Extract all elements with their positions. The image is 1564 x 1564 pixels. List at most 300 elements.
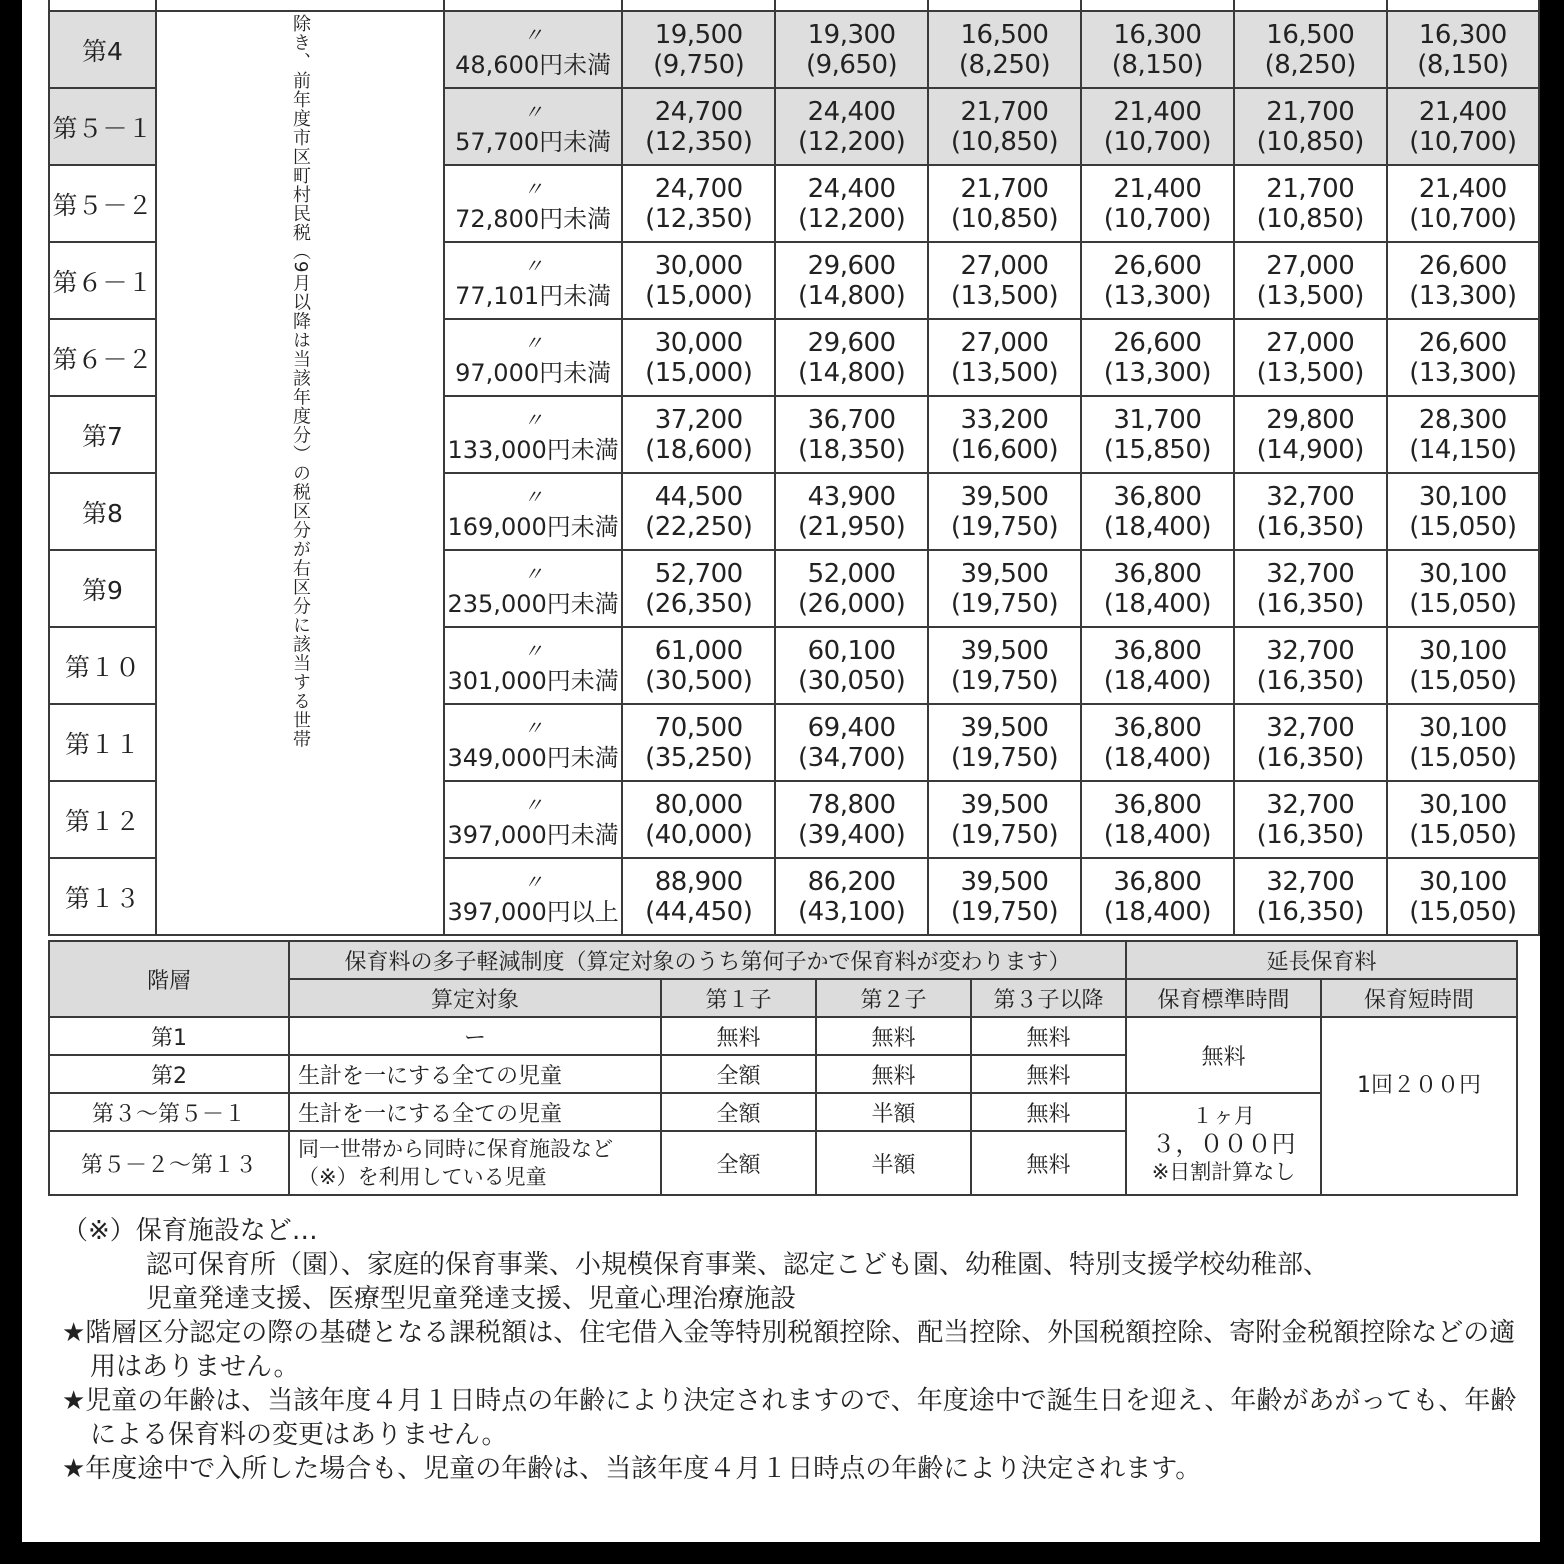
fee-amount: 27,000 xyxy=(960,250,1049,281)
fee-half-amount: (13,500) xyxy=(1256,280,1364,311)
threshold-cell xyxy=(444,319,622,396)
fee-amount: 16,500 xyxy=(960,19,1049,50)
fee-half-amount: (18,400) xyxy=(1103,511,1212,542)
fee-cell xyxy=(1234,627,1387,704)
fee-half-amount: (13,300) xyxy=(1103,280,1212,311)
document-page xyxy=(22,0,1540,1542)
threshold-text: 397,000円以上 xyxy=(447,897,619,926)
fee-amount: 69,400 xyxy=(807,712,896,743)
fee-amount: 26,600 xyxy=(1113,327,1202,358)
threshold-cell xyxy=(444,165,622,242)
fee-cell xyxy=(928,396,1081,473)
row-level: 第３～第５－１ xyxy=(49,1093,289,1131)
fee-amount: 39,500 xyxy=(960,481,1049,512)
fee-amount: 27,000 xyxy=(960,327,1049,358)
subheader-short-hours: 保育短時間 xyxy=(1321,979,1517,1017)
fee-half-amount: (13,500) xyxy=(950,357,1059,388)
fee-half-amount: (15,050) xyxy=(1409,819,1517,850)
row-target: 同一世帯から同時に保育施設など（※）を利用している児童 xyxy=(289,1131,661,1195)
fee-amount: 44,500 xyxy=(654,481,743,512)
subheader-second-child: 第２子 xyxy=(816,979,971,1017)
fee-amount: 27,000 xyxy=(1266,250,1355,281)
fee-amount: 21,700 xyxy=(960,96,1049,127)
fee-amount: 30,100 xyxy=(1418,635,1507,666)
fee-cell xyxy=(1387,11,1539,88)
fee-amount: 30,000 xyxy=(654,327,743,358)
fee-amount: 43,900 xyxy=(807,481,896,512)
fee-cell xyxy=(1234,781,1387,858)
fee-cell xyxy=(928,473,1081,550)
level-cell: 第６－２ xyxy=(49,319,156,396)
table-row-cutoff xyxy=(49,0,1539,11)
level-cell: 第５－１ xyxy=(49,88,156,165)
threshold-cell xyxy=(444,704,622,781)
fee-cell xyxy=(1234,704,1387,781)
threshold-text: 235,000円未満 xyxy=(447,589,619,618)
fee-amount: 30,000 xyxy=(654,250,743,281)
fee-cell xyxy=(1234,242,1387,319)
level-cell: 第１１ xyxy=(49,704,156,781)
row-target: 生計を一にする全ての児童 xyxy=(289,1093,661,1131)
fee-amount: 61,000 xyxy=(654,635,743,666)
subheader-first-child: 第１子 xyxy=(661,979,816,1017)
fee-half-amount: (16,350) xyxy=(1256,511,1364,542)
fee-amount: 30,100 xyxy=(1418,481,1507,512)
row-level: 第５－２～第１３ xyxy=(49,1131,289,1195)
cutoff-cell xyxy=(1234,0,1387,11)
table-row xyxy=(49,1017,1517,1055)
fee-cell xyxy=(1387,858,1539,935)
fee-cell xyxy=(1234,396,1387,473)
cutoff-cell xyxy=(1387,0,1539,11)
subheader-target: 算定対象 xyxy=(289,979,661,1017)
ditto-mark: 〃 xyxy=(523,638,544,663)
fee-half-amount: (16,350) xyxy=(1256,588,1364,619)
fee-cell xyxy=(775,781,928,858)
fee-amount: 36,800 xyxy=(1113,635,1202,666)
fee-amount: 31,700 xyxy=(1113,404,1202,435)
fee-cell xyxy=(775,704,928,781)
fee-cell xyxy=(1081,858,1234,935)
short-fee xyxy=(1321,1017,1517,1195)
cutoff-cell xyxy=(622,0,775,11)
fee-half-amount: (19,750) xyxy=(950,819,1059,850)
fee-cell xyxy=(622,627,775,704)
fee-half-amount: (18,350) xyxy=(797,434,906,465)
fee-cell xyxy=(1387,627,1539,704)
threshold-cell xyxy=(444,627,622,704)
fee-cell xyxy=(928,550,1081,627)
fee-amount: 39,500 xyxy=(960,866,1049,897)
fee-half-amount: (13,300) xyxy=(1409,357,1517,388)
fee-cell xyxy=(928,781,1081,858)
fee-table-body xyxy=(49,0,1539,935)
fee-half-amount: (14,900) xyxy=(1256,434,1364,465)
fee-half-amount: (14,150) xyxy=(1409,434,1517,465)
fee-amount: 24,700 xyxy=(654,96,743,127)
fee-cell xyxy=(1387,396,1539,473)
fee-half-amount: (26,350) xyxy=(645,588,753,619)
fee-cell xyxy=(1081,473,1234,550)
fee-half-amount: (15,850) xyxy=(1103,434,1212,465)
fee-cell xyxy=(1234,319,1387,396)
ditto-mark: 〃 xyxy=(523,792,544,817)
level-cell: 第１２ xyxy=(49,781,156,858)
fee-half-amount: (10,700) xyxy=(1409,203,1517,234)
fee-half-amount: (8,150) xyxy=(1111,49,1203,80)
row-first: 全額 xyxy=(661,1055,816,1093)
row-second: 無料 xyxy=(816,1055,971,1093)
fee-half-amount: (8,150) xyxy=(1417,49,1509,80)
fee-cell xyxy=(1387,473,1539,550)
fee-half-amount: (34,700) xyxy=(797,742,906,773)
row-target: ー xyxy=(289,1017,661,1055)
fee-half-amount: (19,750) xyxy=(950,511,1059,542)
fee-cell xyxy=(775,165,928,242)
fee-amount: 21,400 xyxy=(1418,173,1507,204)
fee-half-amount: (10,700) xyxy=(1103,126,1212,157)
threshold-cell xyxy=(444,781,622,858)
ditto-mark: 〃 xyxy=(523,407,544,432)
ditto-mark: 〃 xyxy=(523,99,544,124)
cutoff-cell xyxy=(1081,0,1234,11)
fee-cell xyxy=(928,88,1081,165)
fee-cell xyxy=(1081,704,1234,781)
fee-cell xyxy=(928,11,1081,88)
standard-paid xyxy=(1126,1093,1321,1195)
fee-cell xyxy=(928,319,1081,396)
fee-amount: 29,600 xyxy=(807,250,896,281)
fee-half-amount: (18,400) xyxy=(1103,742,1212,773)
level-cell: 第６－１ xyxy=(49,242,156,319)
fee-amount: 32,700 xyxy=(1266,866,1355,897)
fee-cell xyxy=(775,88,928,165)
cutoff-cell xyxy=(49,0,156,11)
fee-amount: 36,700 xyxy=(807,404,896,435)
notes xyxy=(62,1214,1522,1486)
fee-half-amount: (12,350) xyxy=(645,126,753,157)
fee-amount: 16,300 xyxy=(1113,19,1202,50)
facility-line: 認可保育所（園）、家庭的保育事業、小規模保育事業、認定こども園、幼稚園、特別支援学校幼稚部、 xyxy=(146,1250,1330,1280)
fee-amount: 32,700 xyxy=(1266,558,1355,589)
row-first: 無料 xyxy=(661,1017,816,1055)
fee-half-amount: (30,050) xyxy=(797,665,906,696)
fee-cell xyxy=(1081,550,1234,627)
fee-half-amount: (12,200) xyxy=(797,126,906,157)
note-star: ★年度途中で入所した場合も、児童の年齢は、当該年度４月１日時点の年齢により決定されます。 xyxy=(62,1454,1202,1484)
fee-half-amount: (19,750) xyxy=(950,588,1059,619)
fee-amount: 78,800 xyxy=(807,789,896,820)
header-multi-child: 保育料の多子軽減制度（算定対象のうち第何子かで保育料が変わります） xyxy=(289,941,1126,979)
cutoff-cell xyxy=(156,0,444,11)
fee-amount: 39,500 xyxy=(960,635,1049,666)
fee-half-amount: (16,350) xyxy=(1256,742,1364,773)
fee-cell xyxy=(1234,858,1387,935)
fee-half-amount: (12,200) xyxy=(797,203,906,234)
ditto-mark: 〃 xyxy=(523,484,544,509)
fee-amount: 30,100 xyxy=(1418,558,1507,589)
fee-half-amount: (8,250) xyxy=(1264,49,1356,80)
fee-half-amount: (16,350) xyxy=(1256,896,1364,927)
threshold-text: 169,000円未満 xyxy=(447,512,619,541)
fee-amount: 60,100 xyxy=(807,635,896,666)
fee-amount: 16,500 xyxy=(1266,19,1355,50)
fee-half-amount: (18,400) xyxy=(1103,588,1212,619)
ditto-mark: 〃 xyxy=(523,253,544,278)
fee-cell xyxy=(928,858,1081,935)
fee-amount: 21,700 xyxy=(960,173,1049,204)
fee-amount: 24,400 xyxy=(807,173,896,204)
level-cell: 第１３ xyxy=(49,858,156,935)
fee-cell xyxy=(1387,550,1539,627)
fee-amount: 37,200 xyxy=(654,404,743,435)
fee-half-amount: (10,850) xyxy=(950,203,1059,234)
row-target: 生計を一にする全ての児童 xyxy=(289,1055,661,1093)
fee-amount: 21,400 xyxy=(1113,96,1202,127)
fee-half-amount: (13,500) xyxy=(950,280,1059,311)
level-cell: 第8 xyxy=(49,473,156,550)
row-second: 半額 xyxy=(816,1131,971,1195)
fee-amount: 16,300 xyxy=(1418,19,1507,50)
fee-cell xyxy=(1387,242,1539,319)
fee-half-amount: (22,250) xyxy=(645,511,753,542)
note-star: ★階層区分認定の際の基礎となる課税額は、住宅借入金等特別税額控除、配当控除、外国税額控除、寄附金税額控除などの適用はありません。 xyxy=(62,1318,1516,1382)
fee-amount: 28,300 xyxy=(1418,404,1507,435)
fee-half-amount: (13,500) xyxy=(1256,357,1364,388)
row-level: 第2 xyxy=(49,1055,289,1093)
fee-amount: 88,900 xyxy=(654,866,743,897)
fee-half-amount: (12,350) xyxy=(645,203,753,234)
fee-half-amount: (15,050) xyxy=(1409,896,1517,927)
row-third: 無料 xyxy=(971,1093,1126,1131)
threshold-text: 77,101円未満 xyxy=(455,281,612,310)
fee-cell xyxy=(622,11,775,88)
fee-amount: 52,000 xyxy=(807,558,896,589)
fee-half-amount: (15,050) xyxy=(1409,665,1517,696)
fee-cell xyxy=(775,242,928,319)
fee-half-amount: (19,750) xyxy=(950,742,1059,773)
note-star: ★児童の年齢は、当該年度４月１日時点の年齢により決定されますので、年度途中で誕生日を迎え、年齢があがっても、年齢による保育料の変更はありません。 xyxy=(62,1386,1517,1450)
fee-amount: 19,300 xyxy=(807,19,896,50)
fee-half-amount: (16,600) xyxy=(950,434,1059,465)
fee-amount: 33,200 xyxy=(960,404,1049,435)
ditto-mark: 〃 xyxy=(523,715,544,740)
fee-cell xyxy=(775,319,928,396)
fee-cell xyxy=(1081,781,1234,858)
fee-amount: 52,700 xyxy=(654,558,743,589)
fee-cell xyxy=(622,781,775,858)
fee-half-amount: (16,350) xyxy=(1256,665,1364,696)
subheader-third-child: 第３子以降 xyxy=(971,979,1126,1017)
fee-half-amount: (8,250) xyxy=(958,49,1051,80)
fee-half-amount: (13,300) xyxy=(1103,357,1212,388)
fee-cell xyxy=(622,88,775,165)
fee-amount: 36,800 xyxy=(1113,789,1202,820)
fee-cell xyxy=(928,165,1081,242)
fee-cell xyxy=(1081,396,1234,473)
fee-table xyxy=(48,0,1540,936)
fee-cell xyxy=(1081,319,1234,396)
row-first: 全額 xyxy=(661,1131,816,1195)
fee-cell xyxy=(622,473,775,550)
fee-half-amount: (14,800) xyxy=(797,357,906,388)
fee-cell xyxy=(622,165,775,242)
ditto-mark: 〃 xyxy=(523,561,544,586)
fee-amount: 30,100 xyxy=(1418,712,1507,743)
table-row xyxy=(49,1093,1517,1131)
fee-amount: 36,800 xyxy=(1113,712,1202,743)
row-third: 無料 xyxy=(971,1055,1126,1093)
header-extended-care: 延長保育料 xyxy=(1126,941,1517,979)
row-level: 第1 xyxy=(49,1017,289,1055)
vertical-note: 除き、前年度市区町村民税（9月以降は当該年度分）の税区分が右区分に該当する世帯 xyxy=(289,14,311,749)
standard-paid-line: ※日割計算なし xyxy=(1151,1160,1296,1184)
row-first: 全額 xyxy=(661,1093,816,1131)
fee-amount: 32,700 xyxy=(1266,789,1355,820)
fee-amount: 36,800 xyxy=(1113,481,1202,512)
fee-amount: 21,400 xyxy=(1113,173,1202,204)
fee-cell xyxy=(1081,627,1234,704)
fee-cell xyxy=(775,11,928,88)
fee-amount: 24,700 xyxy=(654,173,743,204)
fee-amount: 21,700 xyxy=(1266,96,1355,127)
fee-cell xyxy=(1081,11,1234,88)
fee-amount: 29,600 xyxy=(807,327,896,358)
fee-cell xyxy=(1234,11,1387,88)
fee-cell xyxy=(622,242,775,319)
fee-half-amount: (35,250) xyxy=(645,742,753,773)
threshold-cell xyxy=(444,242,622,319)
threshold-cell xyxy=(444,88,622,165)
threshold-text: 97,000円未満 xyxy=(455,358,612,387)
fee-amount: 36,800 xyxy=(1113,866,1202,897)
fee-amount: 27,000 xyxy=(1266,327,1355,358)
fee-cell xyxy=(1234,550,1387,627)
fee-half-amount: (39,400) xyxy=(797,819,906,850)
fee-cell xyxy=(775,550,928,627)
fee-cell xyxy=(1081,242,1234,319)
fee-half-amount: (15,000) xyxy=(645,357,753,388)
threshold-cell xyxy=(444,396,622,473)
facility-line: 児童発達支援、医療型児童発達支援、児童心理治療施設 xyxy=(146,1284,797,1314)
threshold-cell xyxy=(444,858,622,935)
threshold-text: 133,000円未満 xyxy=(447,435,619,464)
fee-half-amount: (15,050) xyxy=(1409,588,1517,619)
fee-amount: 26,600 xyxy=(1418,250,1507,281)
fee-amount: 36,800 xyxy=(1113,558,1202,589)
fee-cell xyxy=(1387,319,1539,396)
fee-half-amount: (18,600) xyxy=(645,434,753,465)
fee-cell xyxy=(1387,704,1539,781)
fee-half-amount: (18,400) xyxy=(1103,896,1212,927)
level-cell: 第５－２ xyxy=(49,165,156,242)
fee-amount: 39,500 xyxy=(960,712,1049,743)
fee-amount: 26,600 xyxy=(1418,327,1507,358)
fee-half-amount: (14,800) xyxy=(797,280,906,311)
fee-half-amount: (30,500) xyxy=(645,665,753,696)
fee-amount: 80,000 xyxy=(654,789,743,820)
fee-amount: 19,500 xyxy=(654,19,743,50)
fee-half-amount: (16,350) xyxy=(1256,819,1364,850)
fee-amount: 39,500 xyxy=(960,789,1049,820)
fee-cell xyxy=(775,396,928,473)
fee-cell xyxy=(928,704,1081,781)
cutoff-cell xyxy=(775,0,928,11)
standard-free: 無料 xyxy=(1126,1017,1321,1093)
fee-amount: 30,100 xyxy=(1418,789,1507,820)
facility-label: （※）保育施設など… xyxy=(62,1216,318,1246)
fee-cell xyxy=(928,242,1081,319)
fee-half-amount: (40,000) xyxy=(645,819,753,850)
fee-cell xyxy=(1387,781,1539,858)
fee-half-amount: (44,450) xyxy=(645,896,753,927)
fee-cell xyxy=(775,473,928,550)
row-second: 無料 xyxy=(816,1017,971,1055)
fee-amount: 32,700 xyxy=(1266,481,1355,512)
fee-cell xyxy=(622,858,775,935)
fee-half-amount: (21,950) xyxy=(797,511,906,542)
fee-cell xyxy=(775,858,928,935)
threshold-cell xyxy=(444,550,622,627)
level-cell: 第4 xyxy=(49,11,156,88)
fee-half-amount: (9,750) xyxy=(653,49,745,80)
fee-half-amount: (15,050) xyxy=(1409,511,1517,542)
level-cell: 第7 xyxy=(49,396,156,473)
fee-cell xyxy=(1081,88,1234,165)
fee-half-amount: (9,650) xyxy=(805,49,898,80)
threshold-text: 72,800円未満 xyxy=(455,204,612,233)
fee-amount: 39,500 xyxy=(960,558,1049,589)
fee-half-amount: (18,400) xyxy=(1103,665,1212,696)
row-third: 無料 xyxy=(971,1017,1126,1055)
ditto-mark: 〃 xyxy=(523,22,544,47)
fee-half-amount: (10,700) xyxy=(1409,126,1517,157)
fee-cell xyxy=(1081,165,1234,242)
fee-amount: 21,700 xyxy=(1266,173,1355,204)
fee-half-amount: (19,750) xyxy=(950,665,1059,696)
row-third: 無料 xyxy=(971,1131,1126,1195)
subheader-standard-hours: 保育標準時間 xyxy=(1126,979,1321,1017)
ditto-mark: 〃 xyxy=(523,330,544,355)
fee-half-amount: (10,700) xyxy=(1103,203,1212,234)
level-cell: 第１０ xyxy=(49,627,156,704)
fee-cell xyxy=(775,627,928,704)
fee-cell xyxy=(622,396,775,473)
threshold-text: 397,000円未満 xyxy=(447,820,619,849)
fee-half-amount: (26,000) xyxy=(797,588,906,619)
short-fee-text: 1回２００円 xyxy=(1357,1073,1481,1098)
threshold-text: 349,000円未満 xyxy=(447,743,619,772)
fee-amount: 24,400 xyxy=(807,96,896,127)
threshold-cell xyxy=(444,473,622,550)
fee-half-amount: (10,850) xyxy=(1256,203,1364,234)
fee-cell xyxy=(622,319,775,396)
fee-half-amount: (15,000) xyxy=(645,280,753,311)
threshold-text: 57,700円未満 xyxy=(455,127,612,156)
header-level: 階層 xyxy=(49,941,289,1017)
fee-half-amount: (10,850) xyxy=(1256,126,1364,157)
fee-half-amount: (13,300) xyxy=(1409,280,1517,311)
fee-amount: 21,400 xyxy=(1418,96,1507,127)
fee-amount: 70,500 xyxy=(654,712,743,743)
threshold-text: 48,600円未満 xyxy=(455,50,612,79)
fee-cell xyxy=(1234,165,1387,242)
cutoff-cell xyxy=(444,0,622,11)
vertical-note-cell xyxy=(156,11,444,935)
table-row xyxy=(49,11,1539,88)
standard-paid-line: ３，０００円 xyxy=(1151,1130,1296,1158)
fee-amount: 29,800 xyxy=(1266,404,1355,435)
